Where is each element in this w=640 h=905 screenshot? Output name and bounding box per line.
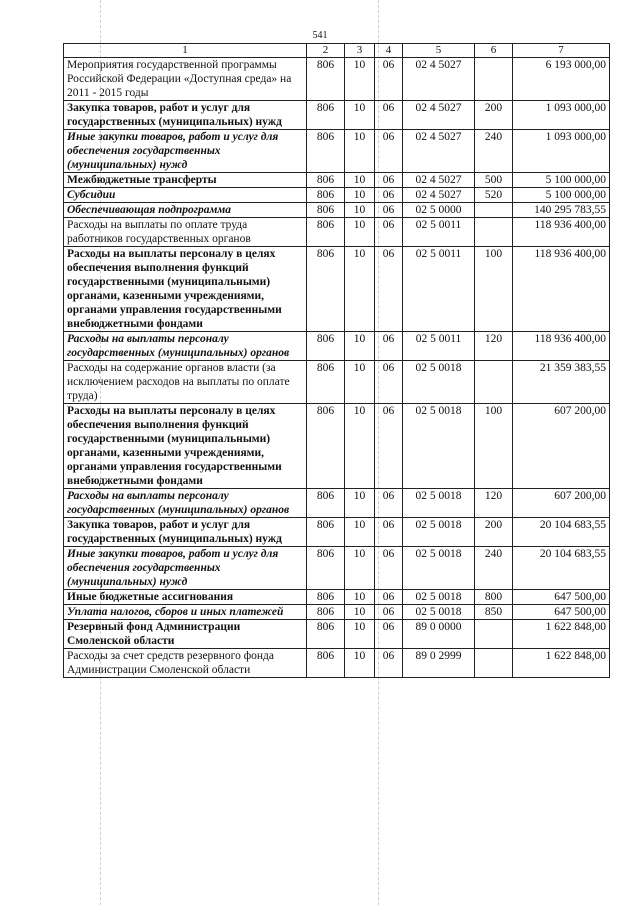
expense-type-cell: 120	[475, 332, 513, 361]
section-cell: 10	[345, 404, 375, 489]
expense-type-cell: 800	[475, 590, 513, 605]
subsection-cell: 06	[375, 404, 403, 489]
row-name-cell: Иные бюджетные ассигнования	[64, 590, 307, 605]
table-row	[64, 203, 610, 218]
admin-code-cell: 806	[307, 101, 345, 130]
column-header: 4	[375, 44, 403, 58]
admin-code-cell: 806	[307, 590, 345, 605]
target-article-cell: 02 5 0011	[403, 247, 475, 332]
subsection-cell: 06	[375, 101, 403, 130]
expense-type-cell: 240	[475, 130, 513, 173]
amount-cell: 1 622 848,00	[513, 649, 610, 678]
column-header: 3	[345, 44, 375, 58]
page-number: 541	[312, 30, 328, 41]
table-row	[64, 218, 610, 247]
expense-type-cell	[475, 218, 513, 247]
admin-code-cell: 806	[307, 620, 345, 649]
admin-code-cell: 806	[307, 130, 345, 173]
subsection-cell: 06	[375, 203, 403, 218]
table-row	[64, 518, 610, 547]
table-row	[64, 188, 610, 203]
admin-code-cell: 806	[307, 58, 345, 101]
subsection-cell: 06	[375, 332, 403, 361]
table-row	[64, 547, 610, 590]
table-row	[64, 58, 610, 101]
subsection-cell: 06	[375, 361, 403, 404]
expense-type-cell	[475, 361, 513, 404]
table-body	[64, 58, 610, 678]
expense-type-cell	[475, 203, 513, 218]
amount-cell: 1 093 000,00	[513, 130, 610, 173]
admin-code-cell: 806	[307, 247, 345, 332]
amount-cell: 647 500,00	[513, 605, 610, 620]
section-cell: 10	[345, 361, 375, 404]
section-cell: 10	[345, 649, 375, 678]
subsection-cell: 06	[375, 590, 403, 605]
row-name-cell: Уплата налогов, сборов и иных платежей	[64, 605, 307, 620]
row-name-cell: Закупка товаров, работ и услуг для государственных (муниципальных) нужд	[64, 518, 307, 547]
row-name-cell: Расходы на выплаты персоналу государственных (муниципальных) органов	[64, 489, 307, 518]
table-row	[64, 590, 610, 605]
column-header: 6	[475, 44, 513, 58]
section-cell: 10	[345, 518, 375, 547]
amount-cell: 1 622 848,00	[513, 620, 610, 649]
table-header	[64, 44, 610, 58]
section-cell: 10	[345, 101, 375, 130]
section-cell: 10	[345, 130, 375, 173]
section-cell: 10	[345, 590, 375, 605]
row-name-cell: Закупка товаров, работ и услуг для государственных (муниципальных) нужд	[64, 101, 307, 130]
target-article-cell: 02 5 0011	[403, 218, 475, 247]
row-name-cell: Иные закупки товаров, работ и услуг для обеспечения государственных (муниципальных) нужд	[64, 130, 307, 173]
subsection-cell: 06	[375, 489, 403, 518]
section-cell: 10	[345, 332, 375, 361]
section-cell: 10	[345, 203, 375, 218]
subsection-cell: 06	[375, 188, 403, 203]
row-name-cell: Субсидии	[64, 188, 307, 203]
amount-cell: 20 104 683,55	[513, 518, 610, 547]
expense-type-cell: 200	[475, 518, 513, 547]
subsection-cell: 06	[375, 130, 403, 173]
amount-cell: 607 200,00	[513, 489, 610, 518]
subsection-cell: 06	[375, 620, 403, 649]
column-header: 5	[403, 44, 475, 58]
row-name-cell: Расходы на выплаты персоналу в целях обеспечения выполнения функций государственными (муниципальными) органами, казенными учреждениями, органами управления государственными внебюджетными фондами	[64, 247, 307, 332]
table-row	[64, 620, 610, 649]
amount-cell: 607 200,00	[513, 404, 610, 489]
target-article-cell: 02 4 5027	[403, 188, 475, 203]
amount-cell: 140 295 783,55	[513, 203, 610, 218]
target-article-cell: 02 5 0018	[403, 518, 475, 547]
section-cell: 10	[345, 547, 375, 590]
admin-code-cell: 806	[307, 188, 345, 203]
target-article-cell: 02 5 0018	[403, 590, 475, 605]
table-row	[64, 605, 610, 620]
expense-type-cell: 120	[475, 489, 513, 518]
row-name-cell: Обеспечивающая подпрограмма	[64, 203, 307, 218]
row-name-cell: Мероприятия государственной программы Российской Федерации «Доступная среда» на 2011 - 2015 годы	[64, 58, 307, 101]
table-row	[64, 130, 610, 173]
expense-type-cell: 200	[475, 101, 513, 130]
amount-cell: 20 104 683,55	[513, 547, 610, 590]
amount-cell: 647 500,00	[513, 590, 610, 605]
section-cell: 10	[345, 605, 375, 620]
table-row	[64, 489, 610, 518]
target-article-cell: 02 4 5027	[403, 58, 475, 101]
target-article-cell: 02 5 0018	[403, 489, 475, 518]
row-name-cell: Расходы за счет средств резервного фонда Администрации Смоленской области	[64, 649, 307, 678]
table-row	[64, 361, 610, 404]
header-row	[64, 44, 610, 58]
target-article-cell: 02 4 5027	[403, 130, 475, 173]
expense-type-cell: 240	[475, 547, 513, 590]
expense-type-cell: 100	[475, 404, 513, 489]
section-cell: 10	[345, 58, 375, 101]
expense-type-cell	[475, 620, 513, 649]
section-cell: 10	[345, 489, 375, 518]
expense-type-cell: 850	[475, 605, 513, 620]
table-row	[64, 173, 610, 188]
section-cell: 10	[345, 620, 375, 649]
amount-cell: 118 936 400,00	[513, 332, 610, 361]
amount-cell: 1 093 000,00	[513, 101, 610, 130]
expense-type-cell	[475, 58, 513, 101]
section-cell: 10	[345, 173, 375, 188]
row-name-cell: Межбюджетные трансферты	[64, 173, 307, 188]
subsection-cell: 06	[375, 58, 403, 101]
section-cell: 10	[345, 218, 375, 247]
table-row	[64, 404, 610, 489]
column-header: 2	[307, 44, 345, 58]
amount-cell: 5 100 000,00	[513, 188, 610, 203]
target-article-cell: 89 0 2999	[403, 649, 475, 678]
admin-code-cell: 806	[307, 203, 345, 218]
section-cell: 10	[345, 247, 375, 332]
subsection-cell: 06	[375, 649, 403, 678]
row-name-cell: Расходы на выплаты персоналу в целях обеспечения выполнения функций государственными (муниципальными) органами, казенными учреждениями, органами управления государственными внебюджетными фондами	[64, 404, 307, 489]
table-row	[64, 649, 610, 678]
target-article-cell: 02 5 0018	[403, 404, 475, 489]
target-article-cell: 02 4 5027	[403, 173, 475, 188]
table-row	[64, 247, 610, 332]
amount-cell: 118 936 400,00	[513, 218, 610, 247]
admin-code-cell: 806	[307, 518, 345, 547]
row-name-cell: Расходы на выплаты персоналу государственных (муниципальных) органов	[64, 332, 307, 361]
column-header: 7	[513, 44, 610, 58]
target-article-cell: 02 5 0000	[403, 203, 475, 218]
column-header: 1	[64, 44, 307, 58]
subsection-cell: 06	[375, 518, 403, 547]
row-name-cell: Иные закупки товаров, работ и услуг для обеспечения государственных (муниципальных) нужд	[64, 547, 307, 590]
table-row	[64, 101, 610, 130]
admin-code-cell: 806	[307, 489, 345, 518]
admin-code-cell: 806	[307, 649, 345, 678]
target-article-cell: 02 5 0018	[403, 547, 475, 590]
budget-table	[63, 43, 610, 678]
target-article-cell: 02 5 0018	[403, 361, 475, 404]
amount-cell: 6 193 000,00	[513, 58, 610, 101]
target-article-cell: 02 4 5027	[403, 101, 475, 130]
subsection-cell: 06	[375, 247, 403, 332]
admin-code-cell: 806	[307, 404, 345, 489]
amount-cell: 5 100 000,00	[513, 173, 610, 188]
row-name-cell: Расходы на содержание органов власти (за исключением расходов на выплаты по оплате труда)	[64, 361, 307, 404]
admin-code-cell: 806	[307, 361, 345, 404]
section-cell: 10	[345, 188, 375, 203]
expense-type-cell	[475, 649, 513, 678]
admin-code-cell: 806	[307, 605, 345, 620]
expense-type-cell: 100	[475, 247, 513, 332]
row-name-cell: Расходы на выплаты по оплате труда работников государственных органов	[64, 218, 307, 247]
target-article-cell: 89 0 0000	[403, 620, 475, 649]
subsection-cell: 06	[375, 605, 403, 620]
amount-cell: 21 359 383,55	[513, 361, 610, 404]
admin-code-cell: 806	[307, 218, 345, 247]
expense-type-cell: 500	[475, 173, 513, 188]
subsection-cell: 06	[375, 218, 403, 247]
subsection-cell: 06	[375, 547, 403, 590]
amount-cell: 118 936 400,00	[513, 247, 610, 332]
target-article-cell: 02 5 0011	[403, 332, 475, 361]
admin-code-cell: 806	[307, 173, 345, 188]
row-name-cell: Резервный фонд Администрации Смоленской области	[64, 620, 307, 649]
admin-code-cell: 806	[307, 332, 345, 361]
subsection-cell: 06	[375, 173, 403, 188]
admin-code-cell: 806	[307, 547, 345, 590]
target-article-cell: 02 5 0018	[403, 605, 475, 620]
table-row	[64, 332, 610, 361]
expense-type-cell: 520	[475, 188, 513, 203]
